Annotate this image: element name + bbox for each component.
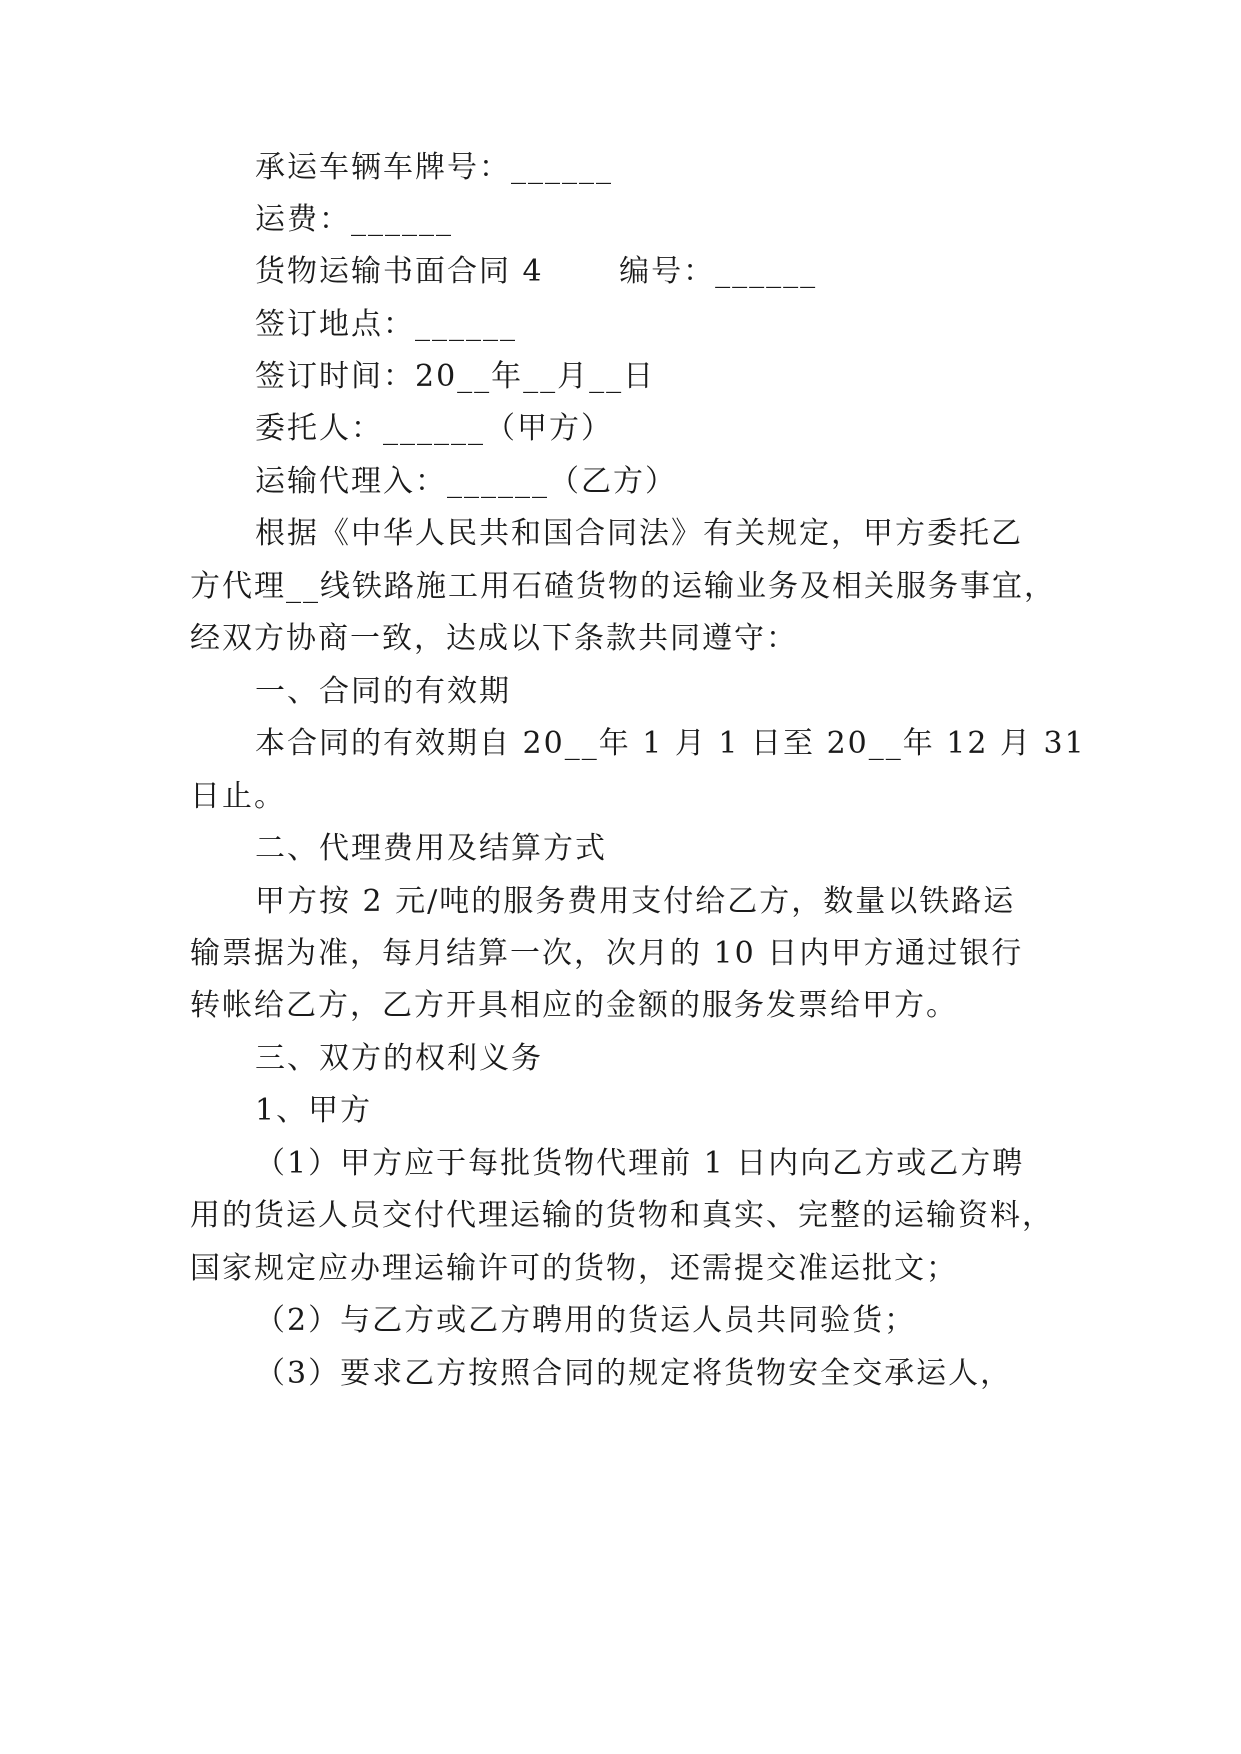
section-1-heading: 一、合同的有效期 xyxy=(255,674,511,709)
validity-line-1: 本合同的有效期自 20__年 1 月 1 日至 20__年 12 月 31 xyxy=(255,726,1086,761)
preamble-line-3: 经双方协商一致，达成以下条款共同遵守： xyxy=(190,621,798,656)
section-2-heading: 二、代理费用及结算方式 xyxy=(255,831,607,866)
duty-3-line: （3）要求乙方按照合同的规定将货物安全交承运人， xyxy=(255,1356,1013,1391)
freight-line: 运费：______ xyxy=(255,202,453,237)
duty-2-line: （2）与乙方或乙方聘用的货运人员共同验货； xyxy=(255,1303,917,1338)
validity-line-2: 日止。 xyxy=(190,779,286,814)
party-a-heading: 1、甲方 xyxy=(255,1093,373,1128)
duty-1-line-2: 用的货运人员交付代理运输的货物和真实、完整的运输资料， xyxy=(190,1198,1054,1233)
contract-title-number-line: 货物运输书面合同 4 编号：______ xyxy=(255,254,818,289)
principal-line: 委托人：______（甲方） xyxy=(255,411,613,446)
license-plate-line: 承运车辆车牌号：______ xyxy=(255,150,613,185)
preamble-line-1: 根据《中华人民共和国合同法》有关规定，甲方委托乙 xyxy=(255,516,1023,551)
section-3-heading: 三、双方的权利义务 xyxy=(255,1041,543,1076)
preamble-line-2: 方代理__线铁路施工用石碴货物的运输业务及相关服务事宜， xyxy=(190,569,1056,604)
fee-line-3: 转帐给乙方，乙方开具相应的金额的服务发票给甲方。 xyxy=(190,988,958,1023)
signing-date-line: 签订时间：20__年__月__日 xyxy=(255,359,656,394)
fee-line-1: 甲方按 2 元/吨的服务费用支付给乙方，数量以铁路运 xyxy=(255,884,1016,919)
fee-line-2: 输票据为准，每月结算一次，次月的 10 日内甲方通过银行 xyxy=(190,936,1024,971)
agent-line: 运输代理入：______（乙方） xyxy=(255,464,677,499)
duty-1-line-1: （1）甲方应于每批货物代理前 1 日内向乙方或乙方聘 xyxy=(255,1146,1025,1181)
duty-1-line-3: 国家规定应办理运输许可的货物，还需提交准运批文； xyxy=(190,1251,958,1286)
signing-place-line: 签订地点：______ xyxy=(255,307,517,342)
